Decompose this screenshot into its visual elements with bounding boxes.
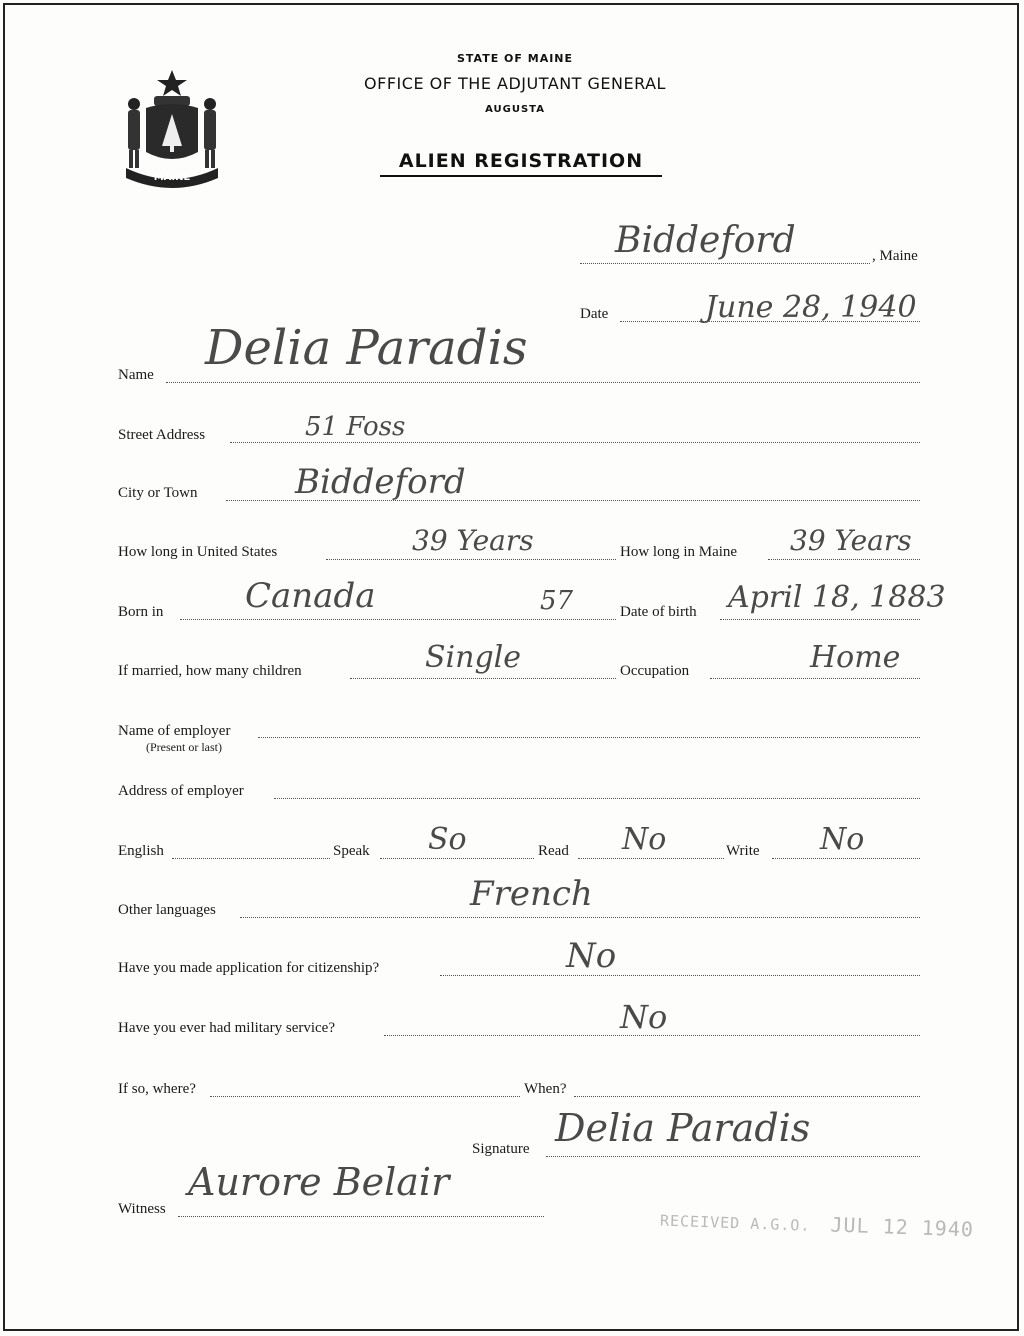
- city-label: City or Town: [118, 485, 198, 501]
- children-line: [350, 678, 616, 679]
- english-label: English: [118, 843, 164, 859]
- street-label: Street Address: [118, 427, 206, 443]
- header-city: AUGUSTA: [485, 104, 545, 115]
- when-label: When?: [524, 1081, 567, 1097]
- citizenship-line: [440, 975, 920, 976]
- military-value[interactable]: No: [620, 998, 668, 1036]
- street-line: [230, 442, 920, 443]
- dob-label: Date of birth: [620, 604, 697, 620]
- employer-sublabel: (Present or last): [146, 740, 222, 754]
- date-label: Date: [580, 306, 609, 322]
- witness-line: [178, 1216, 544, 1217]
- military-label: Have you ever had military service?: [118, 1020, 335, 1036]
- witness-label: Witness: [118, 1201, 166, 1217]
- place-line: [580, 263, 870, 264]
- maine-years-label: How long in Maine: [620, 544, 738, 560]
- signature-label: Signature: [472, 1141, 530, 1157]
- read-value[interactable]: No: [622, 822, 667, 857]
- name-value[interactable]: Delia Paradis: [205, 320, 528, 376]
- occupation-value[interactable]: Home: [810, 640, 901, 675]
- us-years-label: How long in United States: [118, 544, 278, 560]
- born-label: Born in: [118, 604, 164, 620]
- occupation-label: Occupation: [620, 663, 690, 679]
- born-value[interactable]: Canada: [245, 576, 376, 616]
- citizenship-label: Have you made application for citizenship?: [118, 960, 380, 976]
- other-languages-line: [240, 917, 920, 918]
- city-value[interactable]: Biddeford: [295, 462, 466, 502]
- employer-address-line[interactable]: [274, 798, 920, 799]
- dob-line: [720, 619, 920, 620]
- write-label: Write: [726, 843, 760, 859]
- maine-years-line: [768, 559, 920, 560]
- us-years-value[interactable]: 39 Years: [412, 524, 534, 557]
- name-line: [166, 382, 920, 383]
- children-label: If married, how many children: [118, 663, 302, 679]
- maine-state-seal-icon: [118, 66, 226, 188]
- other-languages-label: Other languages: [118, 902, 216, 918]
- signature-line: [546, 1156, 920, 1157]
- street-value[interactable]: 51 Foss: [305, 412, 406, 442]
- date-value[interactable]: June 28, 1940: [705, 290, 917, 325]
- employer-label: Name of employer: [118, 723, 231, 739]
- employer-line[interactable]: [258, 737, 920, 738]
- speak-value[interactable]: So: [428, 822, 467, 857]
- header-state: STATE OF MAINE: [456, 52, 574, 65]
- signature-value[interactable]: Delia Paradis: [555, 1106, 811, 1150]
- us-years-line: [326, 559, 616, 560]
- age-value[interactable]: 57: [540, 586, 574, 616]
- svg-text:MAINE: MAINE: [153, 172, 191, 183]
- form-title: ALIEN REGISTRATION: [380, 150, 662, 177]
- where-line[interactable]: [210, 1096, 520, 1097]
- born-line: [180, 619, 616, 620]
- stamp-date: JUL 12 1940: [830, 1212, 975, 1242]
- maine-years-value[interactable]: 39 Years: [790, 524, 912, 557]
- where-label: If so, where?: [118, 1081, 196, 1097]
- stamp-text: RECEIVED A.G.O.: [659, 1211, 811, 1235]
- write-line: [772, 858, 920, 859]
- name-label: Name: [118, 367, 154, 383]
- citizenship-value[interactable]: No: [566, 936, 617, 976]
- dob-value[interactable]: April 18, 1883: [728, 580, 946, 615]
- employer-address-label: Address of employer: [118, 783, 244, 799]
- children-value[interactable]: Single: [425, 640, 522, 675]
- other-languages-value[interactable]: French: [470, 874, 593, 914]
- witness-value[interactable]: Aurore Belair: [188, 1160, 450, 1204]
- read-line: [578, 858, 724, 859]
- read-label: Read: [538, 843, 569, 859]
- write-value[interactable]: No: [820, 822, 865, 857]
- speak-label: Speak: [333, 843, 370, 859]
- when-line[interactable]: [574, 1096, 920, 1097]
- speak-line: [380, 858, 534, 859]
- english-line: [172, 858, 330, 859]
- header-office: OFFICE OF THE ADJUTANT GENERAL: [364, 74, 666, 93]
- place-suffix: , Maine: [872, 248, 918, 264]
- occupation-line: [710, 678, 920, 679]
- place-value[interactable]: Biddeford: [615, 220, 796, 261]
